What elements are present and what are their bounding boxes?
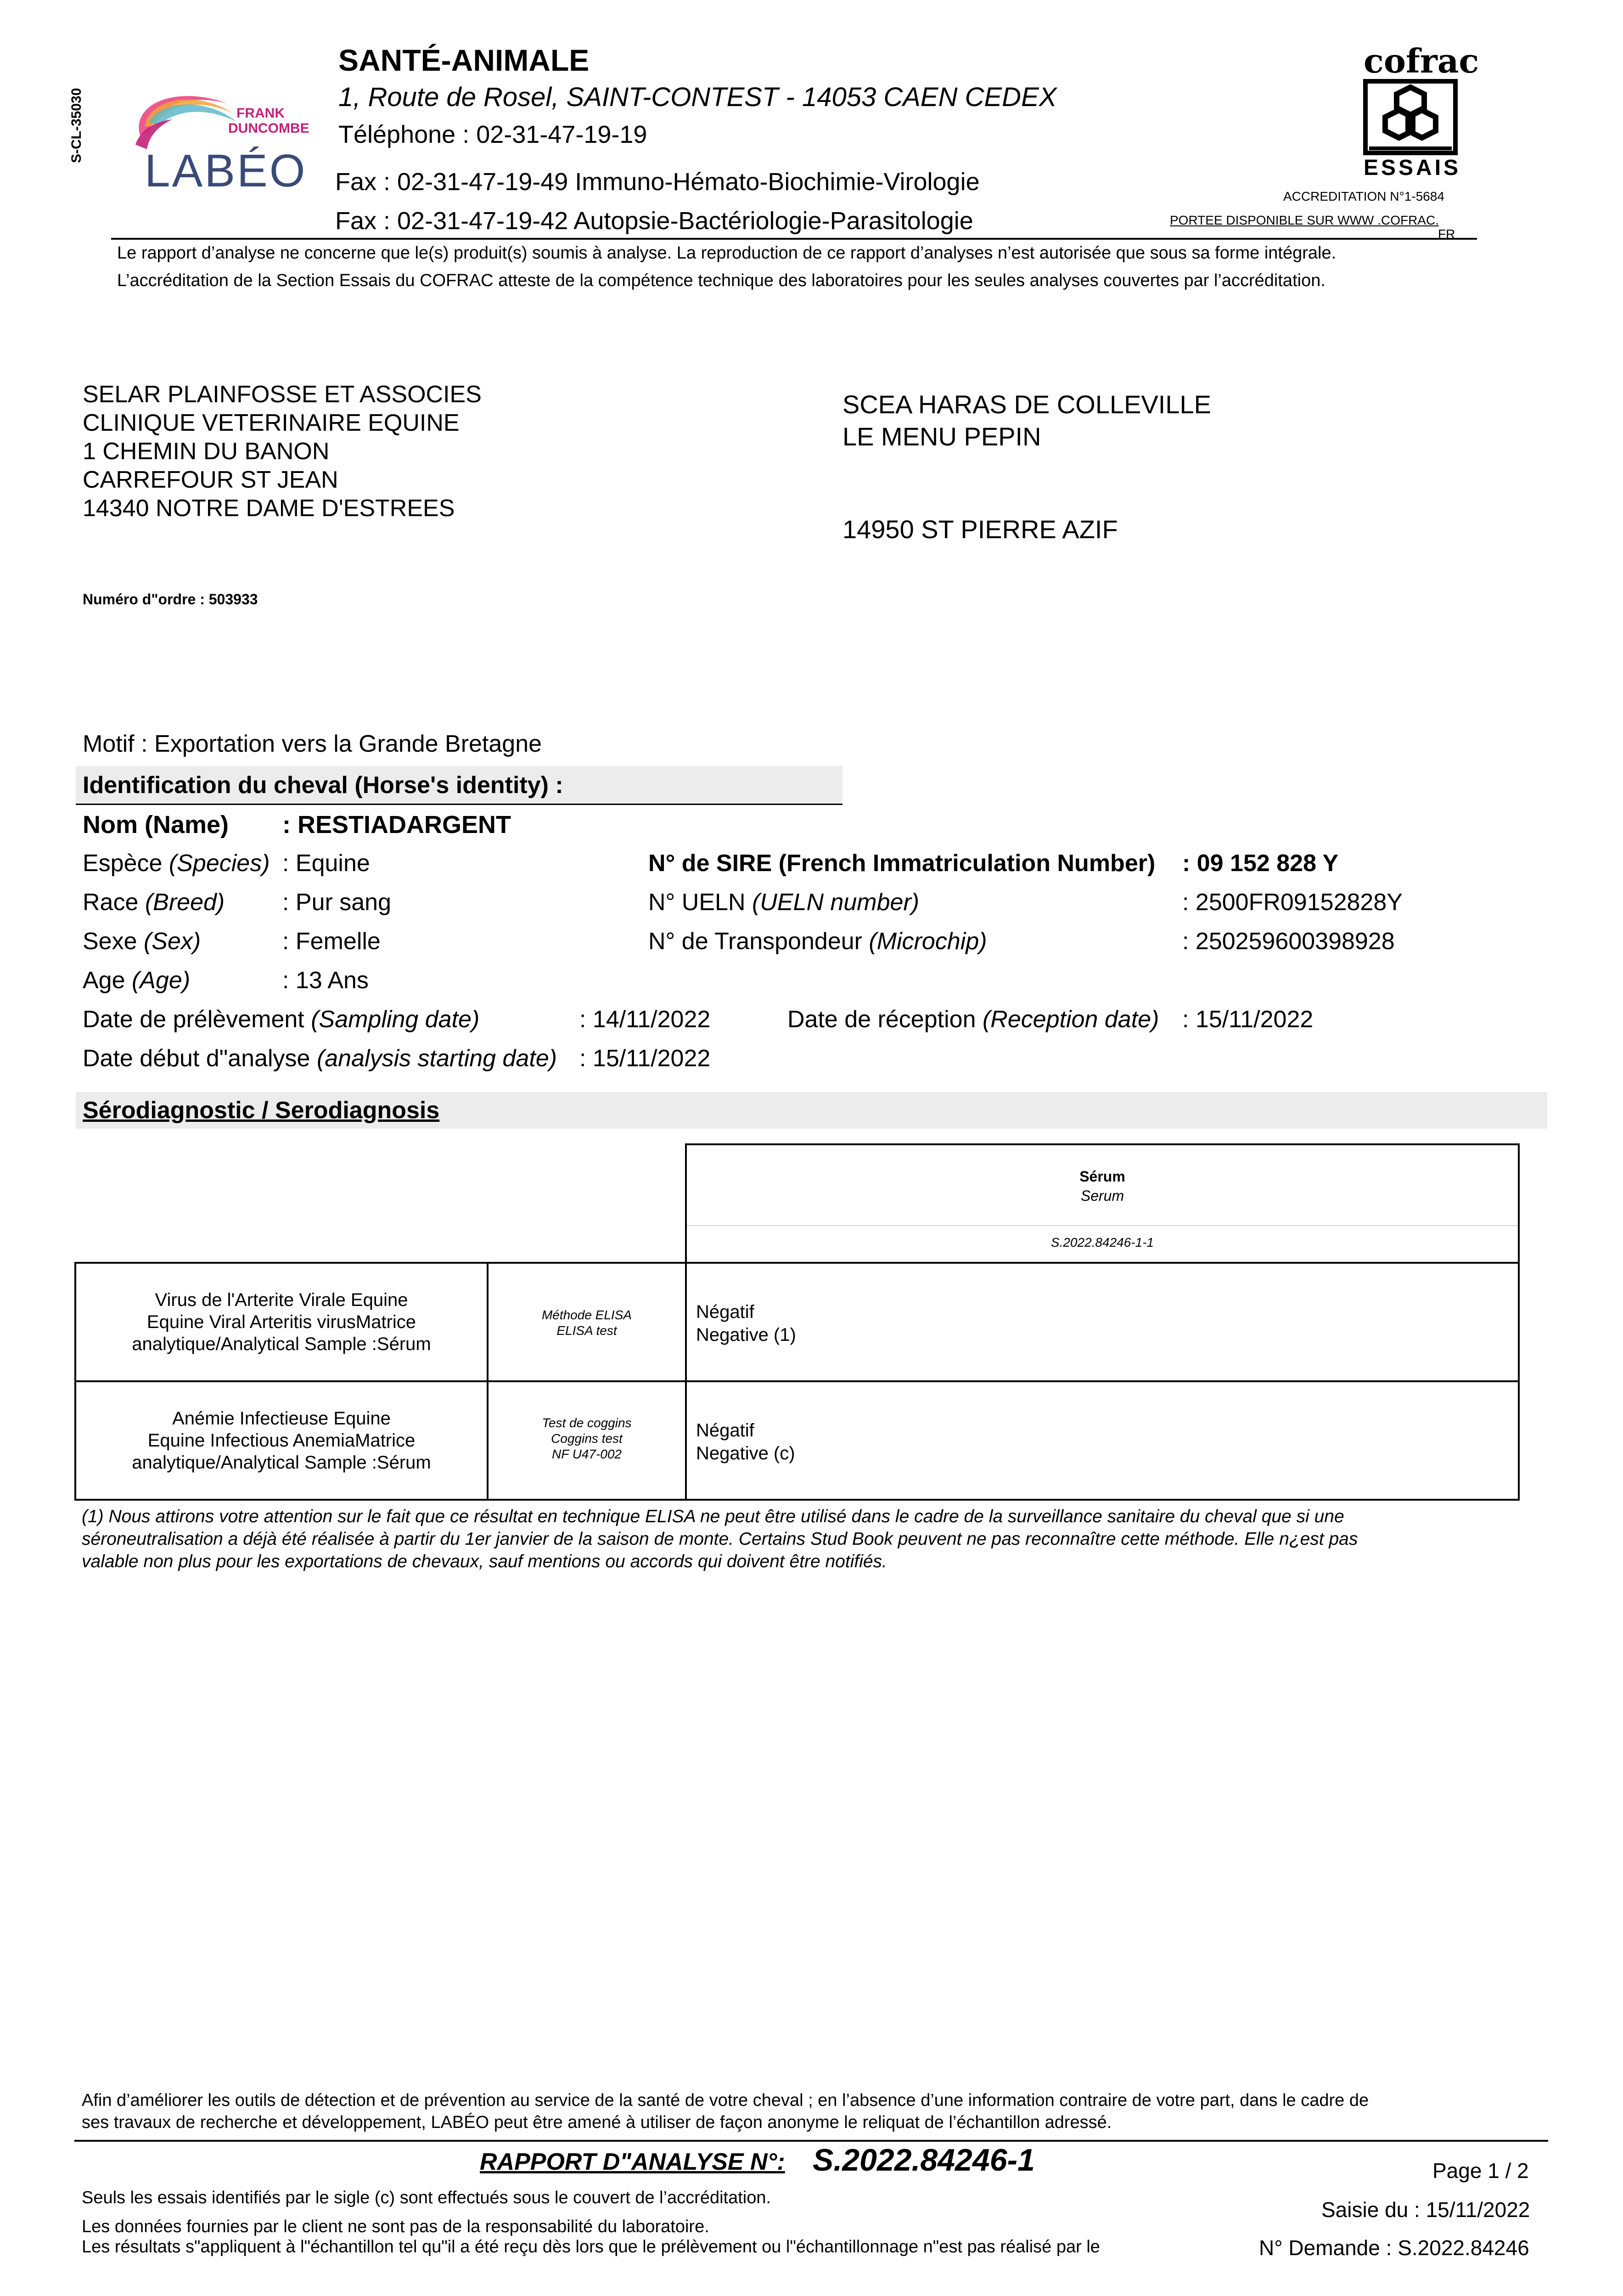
cofrac-accreditation: ACCREDITATION N°1-5684 (1283, 189, 1444, 203)
sex-value: : Femelle (282, 928, 381, 955)
method-line: Coggins test (551, 1431, 623, 1446)
ueln-label (648, 889, 919, 916)
logo-wordmark: LABÉO (145, 145, 307, 197)
table-row-2-analysis (74, 1380, 489, 1501)
ueln-label-en: (UELN number) (752, 889, 920, 916)
sample-id: S.2022.84246-1-1 (1050, 1235, 1154, 1249)
serum-header-divider (687, 1225, 1518, 1226)
breed-value: : Pur sang (282, 889, 392, 916)
sampling-date-label (83, 1006, 479, 1033)
serum-column-subtitle: Serum (1080, 1187, 1124, 1204)
sampling-date-label-en: (Sampling date) (311, 1006, 480, 1033)
method-text (489, 1307, 685, 1339)
species-label-en: (Species) (168, 850, 270, 877)
table-row-2-result (685, 1380, 1520, 1501)
chip-label-en: (Microchip) (869, 928, 987, 955)
name-value: : RESTIADARGENT (282, 811, 511, 838)
identification-header-rule (76, 804, 842, 805)
method-line: ELISA test (556, 1323, 617, 1338)
cofrac-word: cofrac (1364, 41, 1479, 80)
breed-label (83, 889, 225, 916)
analysis-line: Equine Infectious AnemiaMatrice (147, 1430, 416, 1451)
research-note-line: ses travaux de recherche et développement, LABÉO peut être amené à utiliser de façon anonyme le reliquat de l’échantillon adressé. (82, 2113, 1112, 2132)
analysis-text (76, 1289, 487, 1355)
side-code: S-CL-35030 (69, 88, 84, 163)
serum-column-title: Sérum (1079, 1168, 1125, 1185)
page-number: Page 1 / 2 (1432, 2159, 1529, 2183)
reception-date-label (787, 1006, 1159, 1033)
report-label: RAPPORT D"ANALYSE N°: (480, 2149, 785, 2175)
logo-brand-line2: DUNCOMBE (228, 121, 309, 136)
research-note-line: Afin d’améliorer les outils de détection et de prévention au service de la santé de votre cheval ; en l’absence d’une information contraire de votre part, dans le cadre de (82, 2091, 1369, 2110)
species-value: : Equine (282, 850, 370, 877)
demande-number: N° Demande : S.2022.84246 (1259, 2236, 1529, 2260)
analysis-line: analytique/Analytical Sample :Sérum (132, 1334, 431, 1354)
footer-line-1: Seuls les essais identifiés par le sigle (c) sont effectués sous le couvert de l’accréditation. (82, 2188, 771, 2207)
result-line: Negative (c) (696, 1443, 795, 1463)
breed-label-en: (Breed) (145, 889, 225, 916)
ueln-label-fr: N° UELN (648, 889, 746, 916)
start-date-label-en: (analysis starting date) (316, 1045, 557, 1072)
sampling-date-label-fr: Date de prélèvement (83, 1006, 304, 1033)
recipient-line-3: 14950 ST PIERRE AZIF (842, 515, 1118, 544)
research-note (82, 2089, 1551, 2133)
analysis-line: Equine Viral Arteritis virusMatrice (146, 1312, 416, 1332)
identification-heading: Identification du cheval (Horse's identity) : (83, 772, 563, 799)
labeo-logo (122, 76, 324, 200)
result-line: Negative (1) (696, 1325, 796, 1345)
note-line: (1) Nous attirons votre attention sur le fait que ce résultat en technique ELISA ne peut être utilisé dans le cadre de la surveillance sanitaire du cheval que si une (82, 1507, 1344, 1526)
sex-label (83, 928, 201, 955)
footer-rule (74, 2140, 1548, 2142)
reception-date-value: : 15/11/2022 (1182, 1006, 1314, 1033)
note-line: valable non plus pour les exportations de chevaux, sauf mentions ou accords qui doivent être notifiés. (82, 1552, 887, 1571)
lab-fax2: Fax : 02-31-47-19-42 Autopsie-Bactériologie-Parasitologie (335, 207, 973, 235)
age-label (83, 967, 190, 994)
analysis-line: analytique/Analytical Sample :Sérum (132, 1452, 431, 1473)
age-label-fr: Age (83, 967, 125, 994)
sender-line: 1 CHEMIN DU BANON (83, 438, 330, 465)
lab-title: SANTÉ-ANIMALE (338, 43, 590, 77)
cofrac-hexagon-icon (1365, 80, 1456, 154)
lab-address: 1, Route de Rosel, SAINT-CONTEST - 14053 CAEN CEDEX (338, 82, 1057, 112)
motif: Motif : Exportation vers la Grande Bretagne (83, 731, 542, 757)
method-line: Méthode ELISA (541, 1308, 632, 1322)
reception-date-label-fr: Date de réception (787, 1006, 976, 1033)
sender-address (83, 380, 482, 523)
footer-line-3: Les résultats s"appliquent à l"échantillon tel qu"il a été reçu dès lors que le prélèvement ou l"échantillonnage n"est pas réalisé par le (82, 2237, 1100, 2257)
disclaimer-line-2: L’accréditation de la Section Essais du COFRAC atteste de la compétence technique des laboratoires pour les seules analyses couvertes par l’accréditation. (117, 271, 1325, 290)
method-text (489, 1415, 685, 1462)
logo-brand-line1: FRANK (236, 106, 285, 121)
lab-fax1: Fax : 02-31-47-19-49 Immuno-Hémato-Biochimie-Virologie (335, 168, 980, 196)
report-number: S.2022.84246-1 (813, 2143, 1035, 2178)
cofrac-portee: PORTEE DISPONIBLE SUR WWW .COFRAC. (1170, 213, 1439, 227)
serum-column-header (685, 1143, 1520, 1264)
disclaimer-line-1: Le rapport d’analyse ne concerne que le(s) produit(s) soumis à analyse. La reproduction de ce rapport d’analyses n’est autorisée que sous sa forme intégrale. (117, 243, 1337, 263)
table-row-1-result (685, 1262, 1520, 1382)
start-date-value: : 15/11/2022 (579, 1045, 711, 1072)
sender-line: CARREFOUR ST JEAN (83, 467, 338, 493)
species-label-fr: Espèce (83, 850, 163, 877)
reception-date-label-en: (Reception date) (982, 1006, 1159, 1033)
name-label: Nom (Name) (83, 811, 229, 838)
elisa-note (82, 1505, 1542, 1573)
cofrac-essais: ESSAIS (1364, 156, 1461, 180)
result-line: Négatif (696, 1302, 754, 1322)
age-label-en: (Age) (131, 967, 191, 994)
footer-line-2: Les données fournies par le client ne sont pas de la responsabilité du laboratoire. (82, 2217, 709, 2236)
chip-value: : 250259600398928 (1182, 928, 1395, 955)
sire-label: N° de SIRE (French Immatriculation Number) (648, 850, 1156, 877)
serodiagnostic-heading: Sérodiagnostic / Serodiagnosis (83, 1097, 440, 1124)
start-date-label-fr: Date début d"analyse (83, 1045, 310, 1072)
sender-line: 14340 NOTRE DAME D'ESTREES (83, 495, 455, 522)
analysis-text (76, 1407, 487, 1474)
chip-label-fr: N° de Transpondeur (648, 928, 862, 955)
sampling-date-value: : 14/11/2022 (579, 1006, 711, 1033)
lab-phone: Téléphone : 02-31-47-19-19 (338, 121, 647, 148)
age-value: : 13 Ans (282, 967, 369, 994)
method-line: Test de coggins (542, 1416, 632, 1430)
result-line: Négatif (696, 1420, 754, 1441)
result-text (696, 1300, 796, 1346)
species-label (83, 850, 270, 877)
note-line: séroneutralisation a déjà été réalisée à partir du 1er janvier de la saison de monte. Certains Stud Book peuvent ne pas reconnaître cette méthode. Elle n¿est pas (82, 1529, 1358, 1549)
method-line: NF U47-002 (551, 1447, 622, 1461)
breed-label-fr: Race (83, 889, 139, 916)
start-date-label (83, 1045, 557, 1072)
sex-label-en: (Sex) (143, 928, 201, 955)
sender-line: CLINIQUE VETERINAIRE EQUINE (83, 410, 460, 436)
cofrac-portee-cut: FR (1438, 227, 1455, 241)
analysis-line: Anémie Infectieuse Equine (172, 1408, 391, 1429)
sex-label-fr: Sexe (83, 928, 137, 955)
chip-label (648, 928, 987, 955)
recipient-line-1: SCEA HARAS DE COLLEVILLE (842, 390, 1212, 419)
header-rule (111, 238, 1477, 240)
order-number: Numéro d"ordre : 503933 (83, 591, 258, 608)
analysis-line: Virus de l'Arterite Virale Equine (155, 1290, 408, 1310)
sender-line: SELAR PLAINFOSSE ET ASSOCIES (83, 381, 482, 408)
table-row-2-method (487, 1380, 687, 1501)
ueln-value: : 2500FR09152828Y (1182, 889, 1403, 916)
recipient-line-2: LE MENU PEPIN (842, 422, 1041, 451)
sire-value: : 09 152 828 Y (1182, 850, 1339, 877)
table-row-1-analysis (74, 1262, 489, 1382)
table-row-1-method (487, 1262, 687, 1382)
saisie-date: Saisie du : 15/11/2022 (1321, 2198, 1530, 2222)
result-text (696, 1419, 795, 1465)
cofrac-logo (1350, 41, 1479, 188)
